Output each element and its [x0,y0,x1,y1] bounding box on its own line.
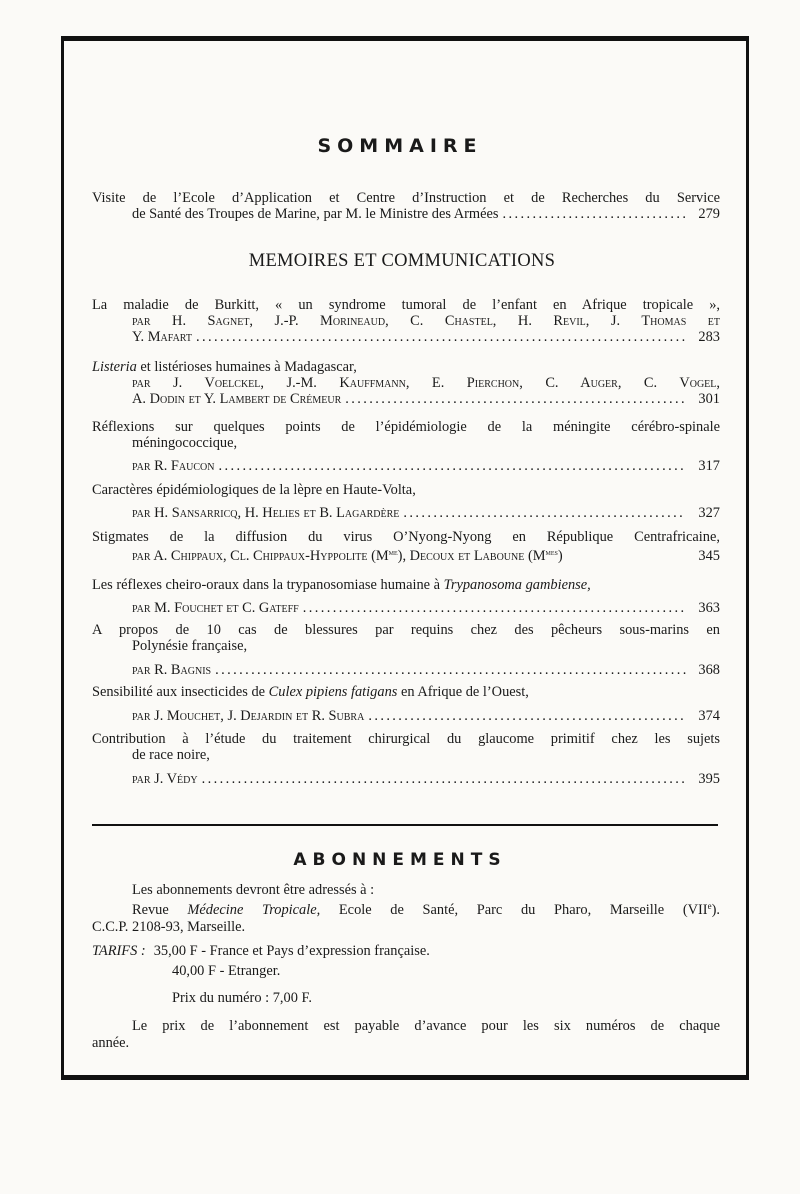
toc-line-leader: par R. Bagnis . . . 368 [92,662,720,678]
toc-line: Stigmates de la diffusion du virus O’Nyong-Nyong en République Centrafricaine, [92,529,720,545]
toc-line-leader: de Santé des Troupes de Marine, par M. le Ministre des Armées . . . 279 [92,206,720,222]
toc-line-leader: par H. Sansarricq, H. Helies et B. Lagardère . . . 327 [92,505,720,521]
tarifs: TARIFS : 35,00 F - France et Pays d’expression française. 40,00 F - Etranger. Prix du numéro : 7,00 F. [92,943,430,1006]
toc-entry[interactable] [92,577,720,616]
toc-line: de race noire, [132,747,210,763]
toc-entry[interactable] [92,419,720,474]
toc-line-leader: par J. Mouchet, J. Dejardin et R. Subra . . . 374 [92,708,720,724]
toc-entry[interactable] [92,359,720,407]
page-number: 363 [698,600,720,616]
toc-entry[interactable] [92,482,720,521]
toc-entry[interactable] [92,731,720,787]
toc-line-leader: par M. Fouchet et C. Gateff . . . 363 [92,600,720,616]
abonnements-note: Le prix de l’abonnement est payable d’avance pour les six numéros de chaque année. [92,1018,720,1051]
toc-line: méningococcique, [132,435,238,451]
toc-entry[interactable] [92,684,720,724]
toc-authors: par H. Sagnet, J.-P. Morineaud, C. Chastel, H. Revil, J. Thomas et [132,313,720,329]
toc-line-leader: A. Dodin et Y. Lambert de Crémeur . . . 301 [92,391,720,407]
page-number: 317 [698,458,720,474]
tarifs-label: TARIFS : [92,943,146,959]
toc-line: Polynésie française, [132,638,248,654]
page-number: 368 [698,662,720,678]
toc-entry[interactable] [92,297,720,345]
toc-line: Visite de l’Ecole d’Application et Centre d’Instruction et de Recherches du Service [92,190,720,206]
toc-line: A propos de 10 cas de blessures par requins chez des pêcheurs sous-marins en [92,622,720,638]
toc-line-leader: par J. Védy . . . 395 [92,771,720,787]
toc-entry-intro[interactable] [92,190,720,222]
toc-entry[interactable] [92,622,720,678]
abonnements-title: ABONNEMENTS [293,850,507,870]
page-number: 327 [698,505,720,521]
abonnements-address: Revue Médecine Tropicale, Ecole de Santé, Parc du Pharo, Marseille (VIIe). C.C.P. 2108-93, Marseille. [92,902,720,935]
section-heading: MEMOIRES ET COMMUNICATIONS [248,251,556,271]
page-number: 283 [698,329,720,345]
toc-line: Sensibilité aux insecticides de Culex pipiens fatigans en Afrique de l’Ouest, [92,684,529,700]
toc-authors: par J. Voelckel, J.-M. Kauffmann, E. Pierchon, C. Auger, C. Vogel, [132,375,720,391]
toc-line: Contribution à l’étude du traitement chirurgical du glaucome primitif chez les sujets [92,731,720,747]
toc-line-leader: par R. Faucon . . . 317 [92,458,720,474]
toc-line-leader: Y. Mafart . . . 283 [92,329,720,345]
toc-line: Les réflexes cheiro-oraux dans la trypanosomiase humaine à Trypanosoma gambiense, [92,577,591,593]
page-number: 279 [698,206,720,222]
sommaire-title: SOMMAIRE [317,135,483,157]
toc-line: La maladie de Burkitt, « un syndrome tumoral de l’enfant en Afrique tropicale », [92,297,720,313]
abonnements-intro: Les abonnements devront être adressés à : [132,882,375,898]
toc-line: Réflexions sur quelques points de l’épidémiologie de la méningite cérébro-spinale [92,419,720,435]
toc-line-leader: par A. Chippaux, Cl. Chippaux-Hyppolite $(M^{me})$, Decoux et Laboune $(M^{mes})$ 345 [132,548,720,564]
page-number: 374 [698,708,720,724]
page-number: 395 [698,771,720,787]
section-divider [92,824,718,826]
page-number: 345 [698,548,720,564]
toc-line: Listeria et listérioses humaines à Madagascar, [92,359,357,375]
toc-line: Caractères épidémiologiques de la lèpre en Haute-Volta, [92,482,416,498]
page-number: 301 [698,391,720,407]
toc-entry[interactable] [92,529,720,564]
